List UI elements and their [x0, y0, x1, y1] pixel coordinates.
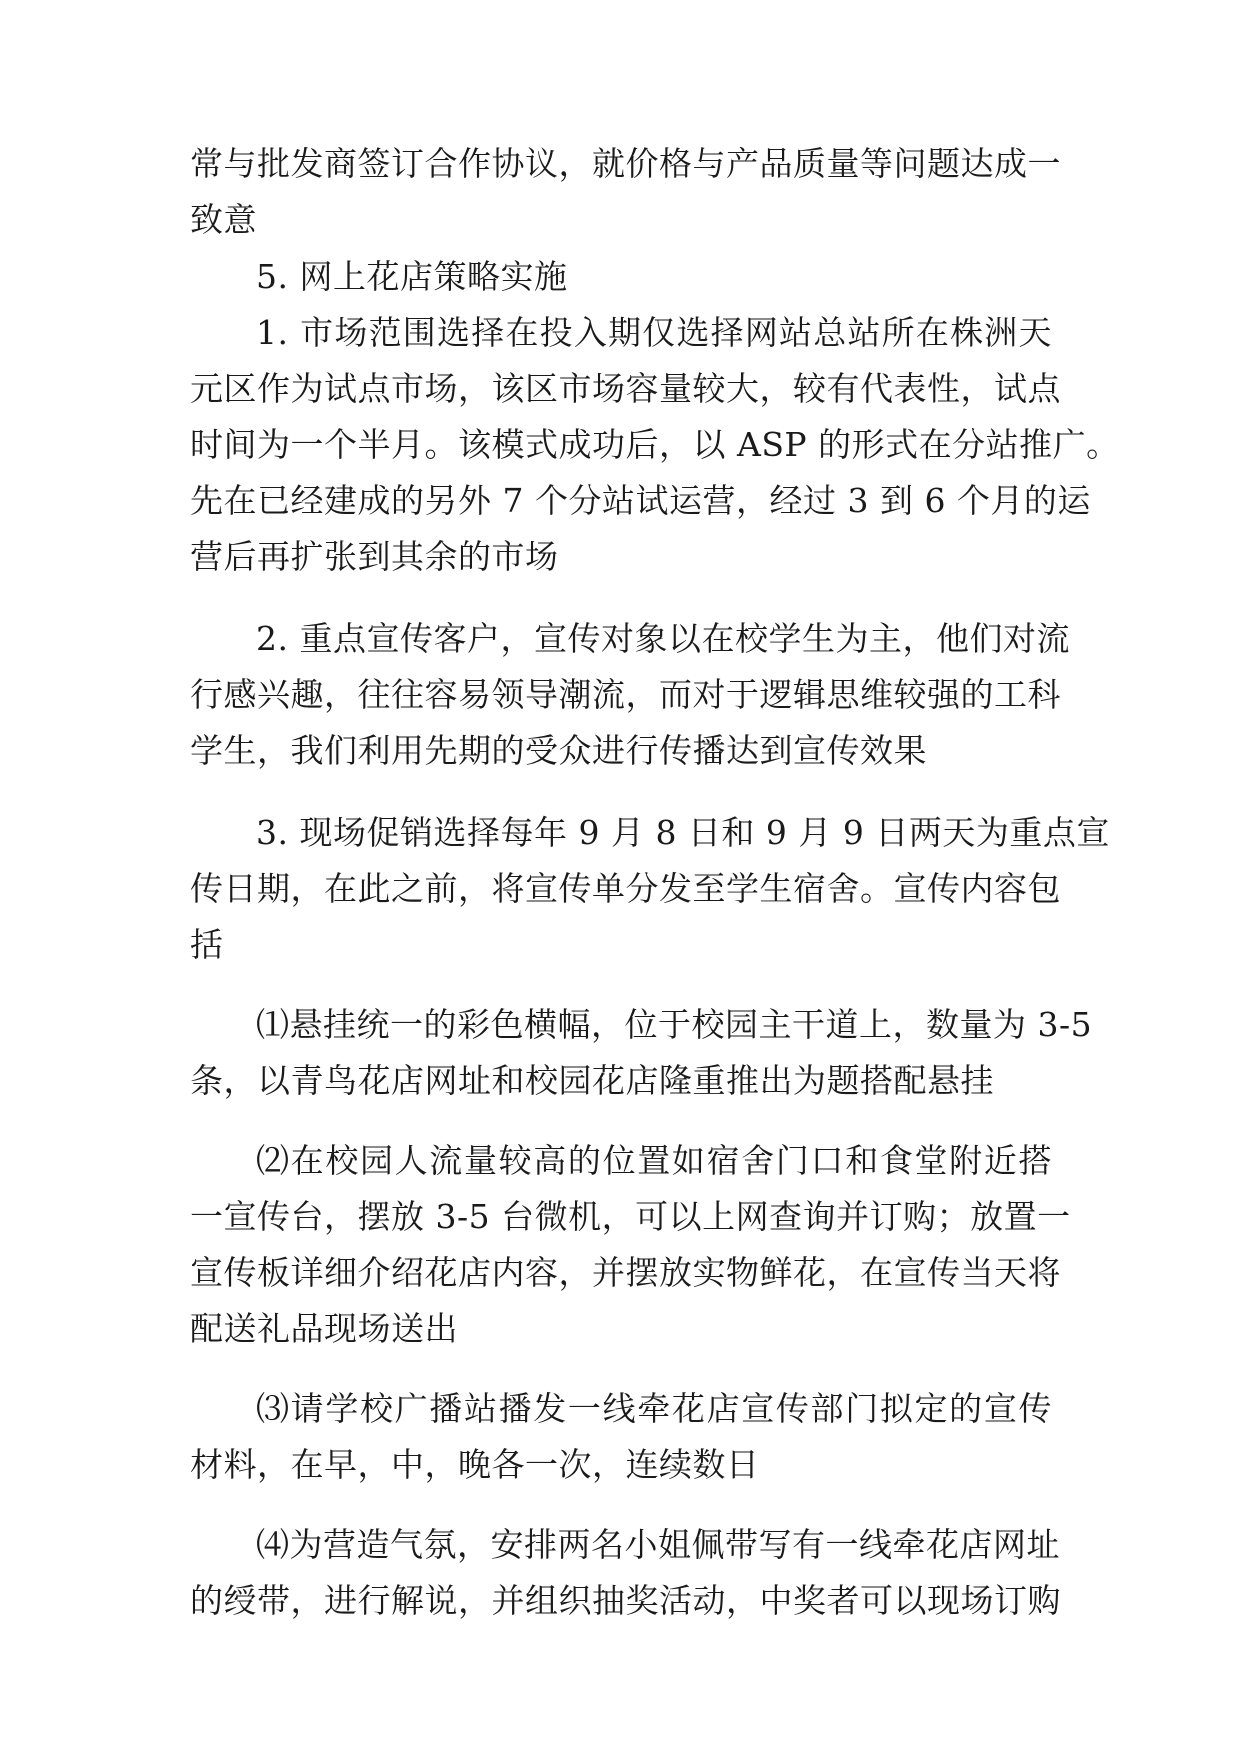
body-line: 条，以青鸟花店网址和校园花店隆重推出为题搭配悬挂: [190, 1061, 994, 1100]
body-line: 材料，在早，中，晚各一次，连续数日: [190, 1445, 760, 1484]
body-line: 2. 重点宣传客户，宣传对象以在校学生为主，他们对流: [256, 619, 1070, 658]
body-line: ⑵在校园人流量较高的位置如宿舍门口和食堂附近搭: [256, 1141, 1052, 1180]
body-line: 配送礼品现场送出: [190, 1309, 458, 1348]
body-line: 一宣传台，摆放 3-5 台微机，可以上网查询并订购；放置一: [190, 1197, 1071, 1236]
body-line: 元区作为试点市场，该区市场容量较大，较有代表性，试点: [190, 369, 1061, 408]
body-line: ⑷为营造气氛，安排两名小姐佩带写有一线牵花店网址: [256, 1525, 1060, 1564]
body-line: 先在已经建成的另外 7 个分站试运营，经过 3 到 6 个月的运: [190, 481, 1091, 520]
section-heading: 5. 网上花店策略实施: [256, 257, 568, 296]
body-line: 1. 市场范围选择在投入期仅选择网站总站所在株洲天: [256, 313, 1052, 352]
body-line: 行感兴趣，往往容易领导潮流，而对于逻辑思维较强的工科: [190, 675, 1061, 714]
body-line: 营后再扩张到其余的市场: [190, 537, 559, 576]
body-line: ⑴悬挂统一的彩色横幅，位于校园主干道上，数量为 3-5: [256, 1005, 1093, 1044]
body-line: 传日期，在此之前，将宣传单分发至学生宿舍。宣传内容包: [190, 869, 1061, 908]
body-line: 时间为一个半月。该模式成功后，以 ASP 的形式在分站推广。: [190, 425, 1120, 464]
body-line: ⑶请学校广播站播发一线牵花店宣传部门拟定的宣传: [256, 1389, 1052, 1428]
body-line: 3. 现场促销选择每年 9 月 8 日和 9 月 9 日两天为重点宣: [256, 813, 1110, 852]
body-line: 致意: [190, 200, 257, 239]
body-line: 学生，我们利用先期的受众进行传播达到宣传效果: [190, 731, 927, 770]
body-line: 宣传板详细介绍花店内容，并摆放实物鲜花，在宣传当天将: [190, 1253, 1061, 1292]
body-line: 的绶带，进行解说，并组织抽奖活动，中奖者可以现场订购: [190, 1581, 1061, 1620]
body-line: 常与批发商签订合作协议，就价格与产品质量等问题达成一: [190, 144, 1061, 183]
body-line: 括: [190, 925, 224, 964]
